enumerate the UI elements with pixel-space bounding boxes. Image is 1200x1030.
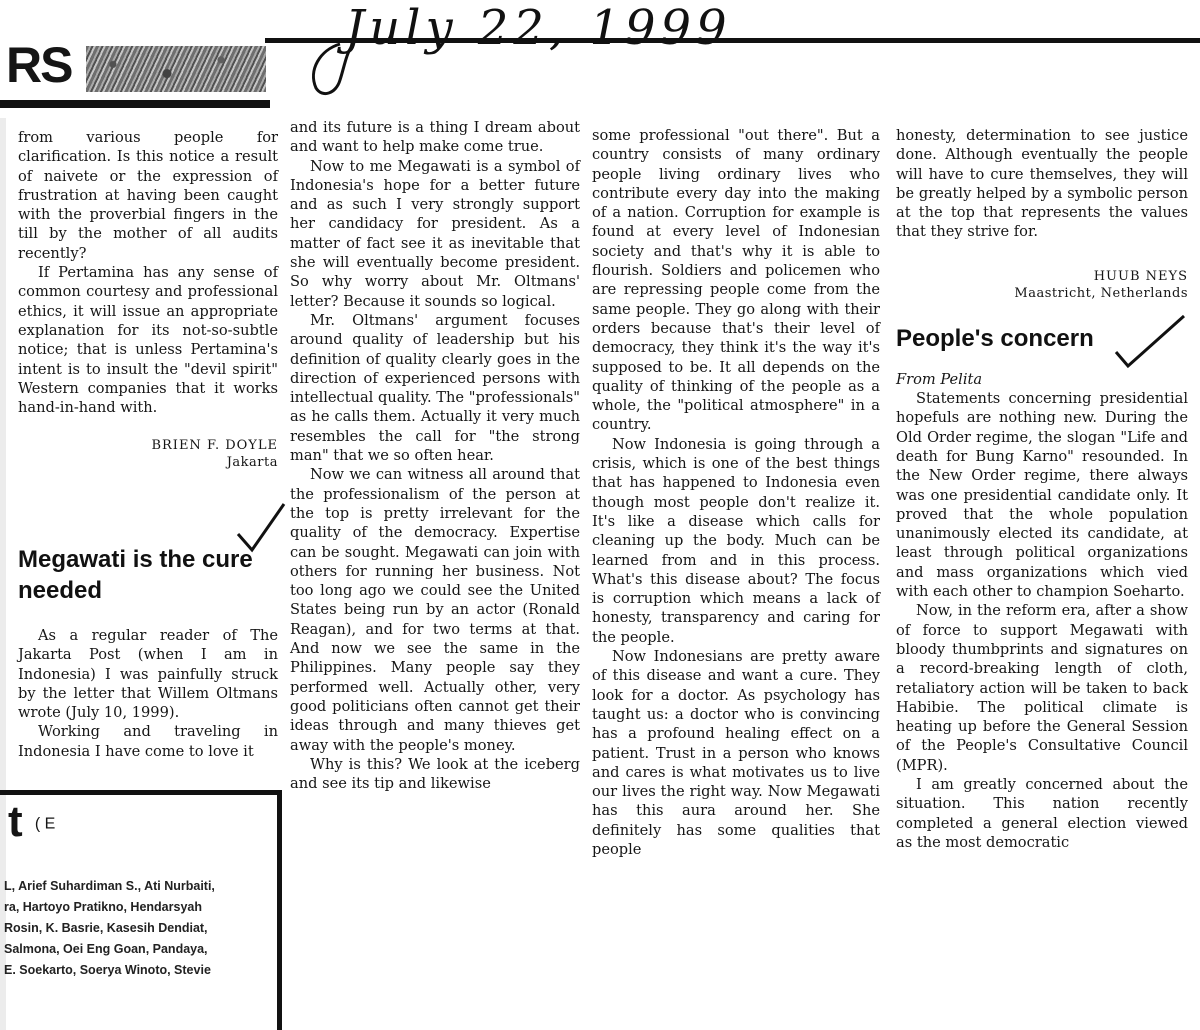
handwritten-loop-mark (300, 40, 370, 100)
staff-name-line: ra, Hartoyo Pratikno, Hendarsyah (4, 900, 202, 914)
letter2-paragraph: Now we can witness all around that the professionalism of the person at the top is pretty irrelevant for the quality of the democracy. Expertise can be sought. Megawati can join with others for running her business. Not too long ago we could see the United States being run by an actor (Ronald Reagan), and for two terms at that. And now we see the same in the Philippines. Many people say they performed well. Actually other, very good politicians often cannot get their ideas through and many thieves get away with the people's money. (290, 466, 580, 754)
staff-name-line: Salmona, Oei Eng Goan, Pandaya, (4, 942, 208, 956)
letter2-paragraph: Now Indonesia is going through a crisis, which is one of the best things that has happened to Indonesia even though most people don't realize it. It's like a disease which calls for cleaning up the body. Much can be learned from and in this process. What's this disease about? The focus is corruption which means a lack of honesty, transparency and caring for the people. (592, 435, 880, 646)
letter2-signature-name: HUUB NEYS (1093, 268, 1188, 284)
checkmark-icon (1110, 312, 1190, 372)
letter2-paragraph: As a regular reader of The Jakarta Post (when I am in Indonesia) I was painfully struck by the letter that Willem Oltmans wrote (July 10, 1999). (18, 627, 278, 722)
staff-box-names (4, 876, 272, 981)
letter3-paragraph: I am greatly concerned about the situation. This nation recently completed a general election viewed as the most democratic (896, 776, 1188, 851)
letter2-letter3-column-4 (896, 126, 1188, 852)
letter2-paragraph: Now to me Megawati is a symbol of Indonesia's hope for a better future and as such I very strongly support her candidacy for president. As a matter of fact see it as inevitable that she will eventually become president. So why worry about Mr. Oltmans' letter? Because it sounds so logical. (290, 157, 580, 310)
letter3-source: From Pelita (896, 370, 983, 388)
letter1-column (18, 128, 278, 471)
staff-box-title (8, 797, 56, 846)
letter1-signature-name: BRIEN F. DOYLE (151, 438, 278, 454)
letter2-column-3 (592, 126, 880, 859)
header-rule-left (0, 100, 270, 108)
letter2-paragraph: and its future is a thing I dream about and want to help make come true. (290, 119, 580, 156)
letter2-paragraph: Why is this? We look at the iceberg and see its tip and likewise (290, 755, 580, 793)
letter2-paragraph: Mr. Oltmans' argument focuses around quality of leadership but his definition of quality clearly goes in the direction of experienced persons with intellectual quality. The "professionals" as he calls them. Actually it very much resembles the call for "the strong man" that we so often hear. (290, 311, 580, 465)
staff-name-line: E. Soekarto, Soerya Winoto, Stevie (4, 963, 211, 977)
letter2-paragraph: some professional "out there". But a country consists of many ordinary people living ordinary lives who contribute every day into the making of a nation. Corruption for example is found at every level of Indonesian society and that's why it is able to flourish. Soldiers and policemen who are repressing people come from the same people. They go along with their orders because that's their level of democracy, they think it's the way it's supposed to be. It all depends on the quality of thinking of the people as a whole, the "political atmosphere" in a country. (592, 127, 880, 434)
letter1-paragraph: from various people for clarification. Is this notice a result of naivete or the expression of frustration at having been caught with the proverbial fingers in the till by the mother of all audits recently? (18, 129, 278, 262)
letter3-paragraph: Statements concerning presidential hopefuls are nothing new. During the Old Order regime, the slogan "Life and death for Bung Karno" resounded. In the New Order regime, there always was one presidential candidate only. It proved that the whole population unanimously elected its candidate, at least through political organizations and mass organizations which vied with each other to champion Soeharto. (896, 390, 1188, 601)
letter1-paragraph: If Pertamina has any sense of common courtesy and professional ethics, it will issue an appropriate explanation for its not-so-subtle notice; that is unless Pertamina's intent is to insult the "devil spirit" Western companies that it works hand-in-hand with. (18, 264, 278, 417)
letter2-paragraph: Working and traveling in Indonesia I have come to love it (18, 723, 278, 760)
letter2-signature-place: Maastricht, Netherlands (1014, 285, 1188, 301)
staff-box-title-suffix: ( E (34, 815, 56, 833)
letter2-headline: Megawati is the cure needed (18, 546, 253, 604)
letter3-headline: People's concern (896, 324, 1094, 352)
letter2-paragraph: honesty, determination to see justice done. Although eventually the people will have to cure themselves, they will be greatly helped by a symbolic person at the top that represents the values that they strive for. (896, 127, 1188, 241)
masthead-smudge (86, 46, 266, 92)
letter3-paragraph: Now, in the reform era, after a show of force to support Megawati with bloody thumbprints and signatures on a record-breaking length of cloth, retaliatory action will be taken to back Habibie. The political climate is heating up before the General Session of the People's Consultative Council (MPR). (896, 602, 1188, 774)
section-masthead-fragment: RS (6, 37, 72, 93)
staff-box-title-letter: t (8, 797, 23, 846)
letter2-column-2 (290, 118, 580, 1028)
letter2-paragraph: Now Indonesians are pretty aware of this disease and want a cure. They look for a doctor. As psychology has taught us: a doctor who is convincing has a profound healing effect on a patient. Trust in a person who knows and cares is what motivates us to live our lives the right way. Now Megawati has this aura around her. She definitely has some qualities that people (592, 648, 880, 858)
letter2-column-1 (18, 626, 278, 761)
staff-name-line: Rosin, K. Basrie, Kasesih Dendiat, (4, 921, 208, 935)
handwritten-date: July 22, 1999 (345, 0, 732, 56)
staff-name-line: L, Arief Suhardiman S., Ati Nurbaiti, (4, 879, 215, 893)
letter1-signature-place: Jakarta (226, 455, 278, 471)
